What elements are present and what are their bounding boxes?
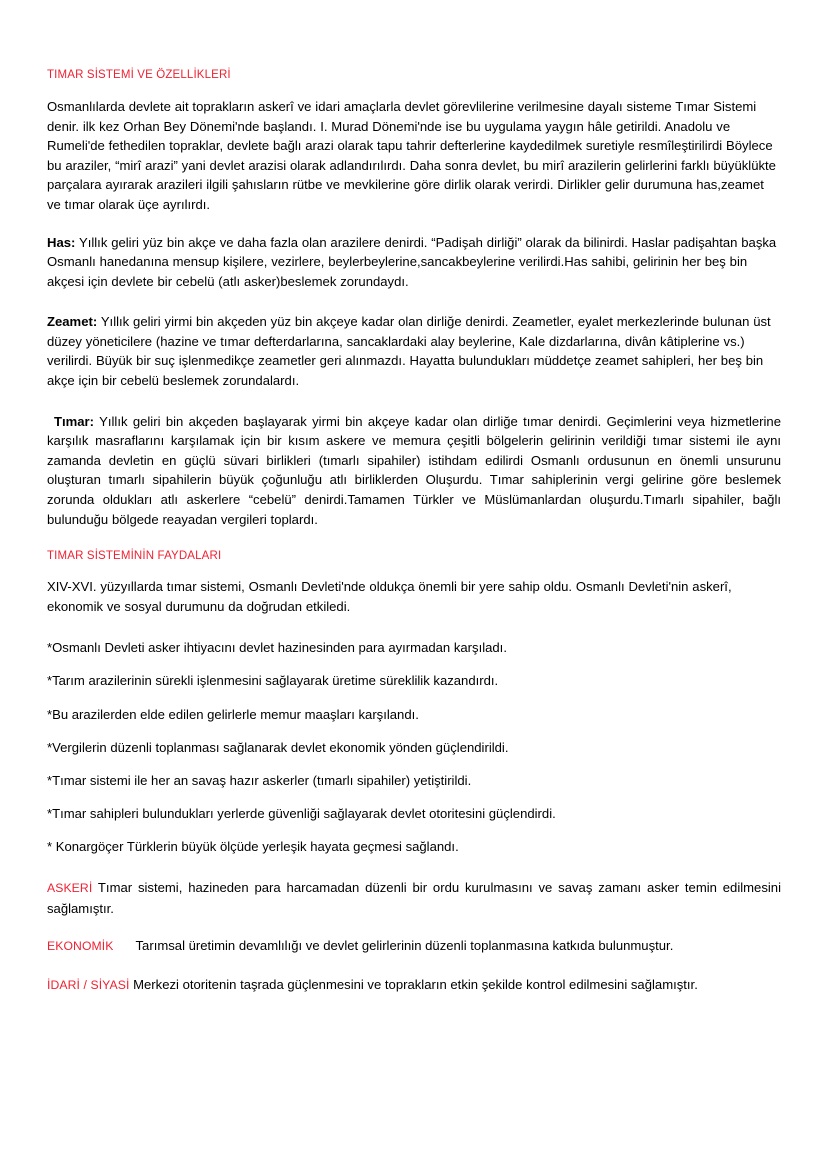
- timar-label: Tımar:: [54, 413, 95, 429]
- spacer: [47, 870, 781, 878]
- has-label: Has:: [47, 234, 76, 250]
- category-askeri: [47, 878, 781, 918]
- zeamet-paragraph: [47, 312, 781, 390]
- spacer: [47, 304, 781, 312]
- has-text: Yıllık geliri yüz bin akçe ve daha fazla olan arazilere denirdi. “Padişah dirliği” olarak da bilinirdi. Haslar padişahtan başka Osmanlı hanedanına mensup kişilere, vezirlere, beylerbeylerine,sancakbeylerine verilirdi.Has sahibi, gelirinin her beş bin akçesi için devlete bir cebelü (atlı asker)beslemek zorundaydı.: [47, 234, 777, 289]
- category-text-idari-siyasi: Merkezi otoritenin taşrada güçlenmesini ve toprakların etkin şekilde kontrol edilmesini sağlamıştır.: [129, 976, 698, 992]
- category-label-idari-siyasi: İDARİ / SİYASİ: [47, 977, 130, 992]
- list-item: *Osmanlı Devleti asker ihtiyacını devlet hazinesinden para ayırmadan karşıladı.: [47, 640, 507, 656]
- has-paragraph: [47, 233, 781, 292]
- list-item: *Tımar sistemi ile her an savaş hazır askerler (tımarlı sipahiler) yetiştirildi.: [47, 772, 472, 788]
- category-text-askeri: Tımar sistemi, hazineden para harcamadan düzenli bir ordu kurulmasını ve savaş zamanı asker temin edilmesini sağlamıştır.: [47, 880, 781, 916]
- list-item: *Tımar sahipleri bulundukları yerlerde güvenliği sağlayarak devlet otoritesini güçlendirdi.: [47, 805, 556, 821]
- category-idari-siyasi: [47, 975, 781, 996]
- list-item: *Bu arazilerden elde edilen gelirlerle memur maaşları karşılandı.: [47, 706, 419, 722]
- intro-paragraph: Osmanlılarda devlete ait toprakların askerî ve idari amaçlarla devlet görevlilerine verilmesine dayalı sisteme Tımar Sistemi denir. ilk kez Orhan Bey Dönemi'nde başlandı. I. Murad Dönemi'nde ise bu uygulama yaygın hâle getirildi. Anadolu ve Rumeli'de fethedilen topraklar, devlete bağlı arazi olarak tapu tahrir defterlerine kaydedilmek suretiyle resmîleştirilirdi Böylece bu araziler, “mirî arazi” yani devlet arazisi olarak adlandırılırdı. Daha sonra devlet, bu mirî arazilerin gelirlerini farklı büyüklükte parçalara ayırarak arazileri ilgili şahısların rütbe ve mevkilerine göre dirlik olarak verirdi. Dirlikler gelir durumuna has,zeamet ve tımar olarak üçe ayrılırdı.: [47, 98, 776, 212]
- zeamet-label: Zeamet:: [47, 314, 98, 330]
- category-label-ekonomik: EKONOMİK: [47, 939, 114, 954]
- list-item: *Vergilerin düzenli toplanması sağlanarak devlet ekonomik yönden güçlendirildi.: [47, 739, 509, 755]
- page-title: TIMAR SİSTEMİ VE ÖZELLİKLERİ: [47, 69, 231, 81]
- spacer: [47, 404, 781, 412]
- list-item: * Konargöçer Türklerin büyük ölçüde yerleşik hayata geçmesi sağlandı.: [47, 838, 459, 854]
- category-text-ekonomik: Tarımsal üretimin devamlılığı ve devlet gelirlerinin düzenli toplanmasına katkıda bulunmuştur.: [135, 938, 674, 954]
- timar-text: Yıllık geliri bin akçeden başlayarak yirmi bin akçeye kadar olan dirliğe tımar denirdi. Geçimlerini veya hizmetlerine karşılık masraflarını karşılamak için bir kısım askere ve memura çeşitli bölgelerin gelirinin verildiği tımar sistemi ile aynı zamanda devletin en güçlü süvari birlikleri (tımarlı sipahiler) istihdam edilirdi Osmanlı ordusunun en önemli unsurunu oluşturan tımarlı sipahilerin büyük çoğunluğu atlı birliklerden Oluşurdu. Tımar sahiplerinin vergi gelirine göre beslemek zorunda oldukları atlı askerlere “cebelü” denirdi.Tamamen Türkler ve Müslümanlardan oluşurdu.Tımarlı sipahiler, bağlı bulunduğu bölgede reayadan vergileri toplardı.: [47, 413, 781, 527]
- timar-paragraph: [47, 412, 781, 530]
- benefits-intro: XIV-XVI. yüzyıllarda tımar sistemi, Osmanlı Devleti'nde oldukça önemli bir yere sahip oldu. Osmanlı Devleti'nin askerî, ekonomik ve sosyal durumunu da doğrudan etkiledi.: [47, 579, 732, 614]
- list-item: *Tarım arazilerinin sürekli işlenmesini sağlayarak üretime süreklilik kazandırdı.: [47, 673, 499, 689]
- category-ekonomik: [47, 936, 781, 957]
- zeamet-text: Yıllık geliri yirmi bin akçeden yüz bin akçeye kadar olan dirliğe denirdi. Zeametler, eyalet merkezlerinde bulunan üst düzey yöneticilere (hazine ve tımar defterdarlarına, sancaklardaki alay beylerine, Kale dizdarlarına, divân kâtiplerine vs.) verilirdi. Büyük bir suç işlenmedikçe zeametler geri alınmazdı. Hayatta bulundukları müddetçe zeamet sahipleri, her beş bin akçe için bir cebelü beslemek zorundalardı.: [47, 314, 771, 389]
- spacer: [47, 629, 781, 638]
- category-label-askeri: ASKERİ: [47, 881, 93, 895]
- document-content: [47, 68, 781, 1008]
- benefits-title: TIMAR SİSTEMİNİN FAYDALARI: [47, 550, 222, 563]
